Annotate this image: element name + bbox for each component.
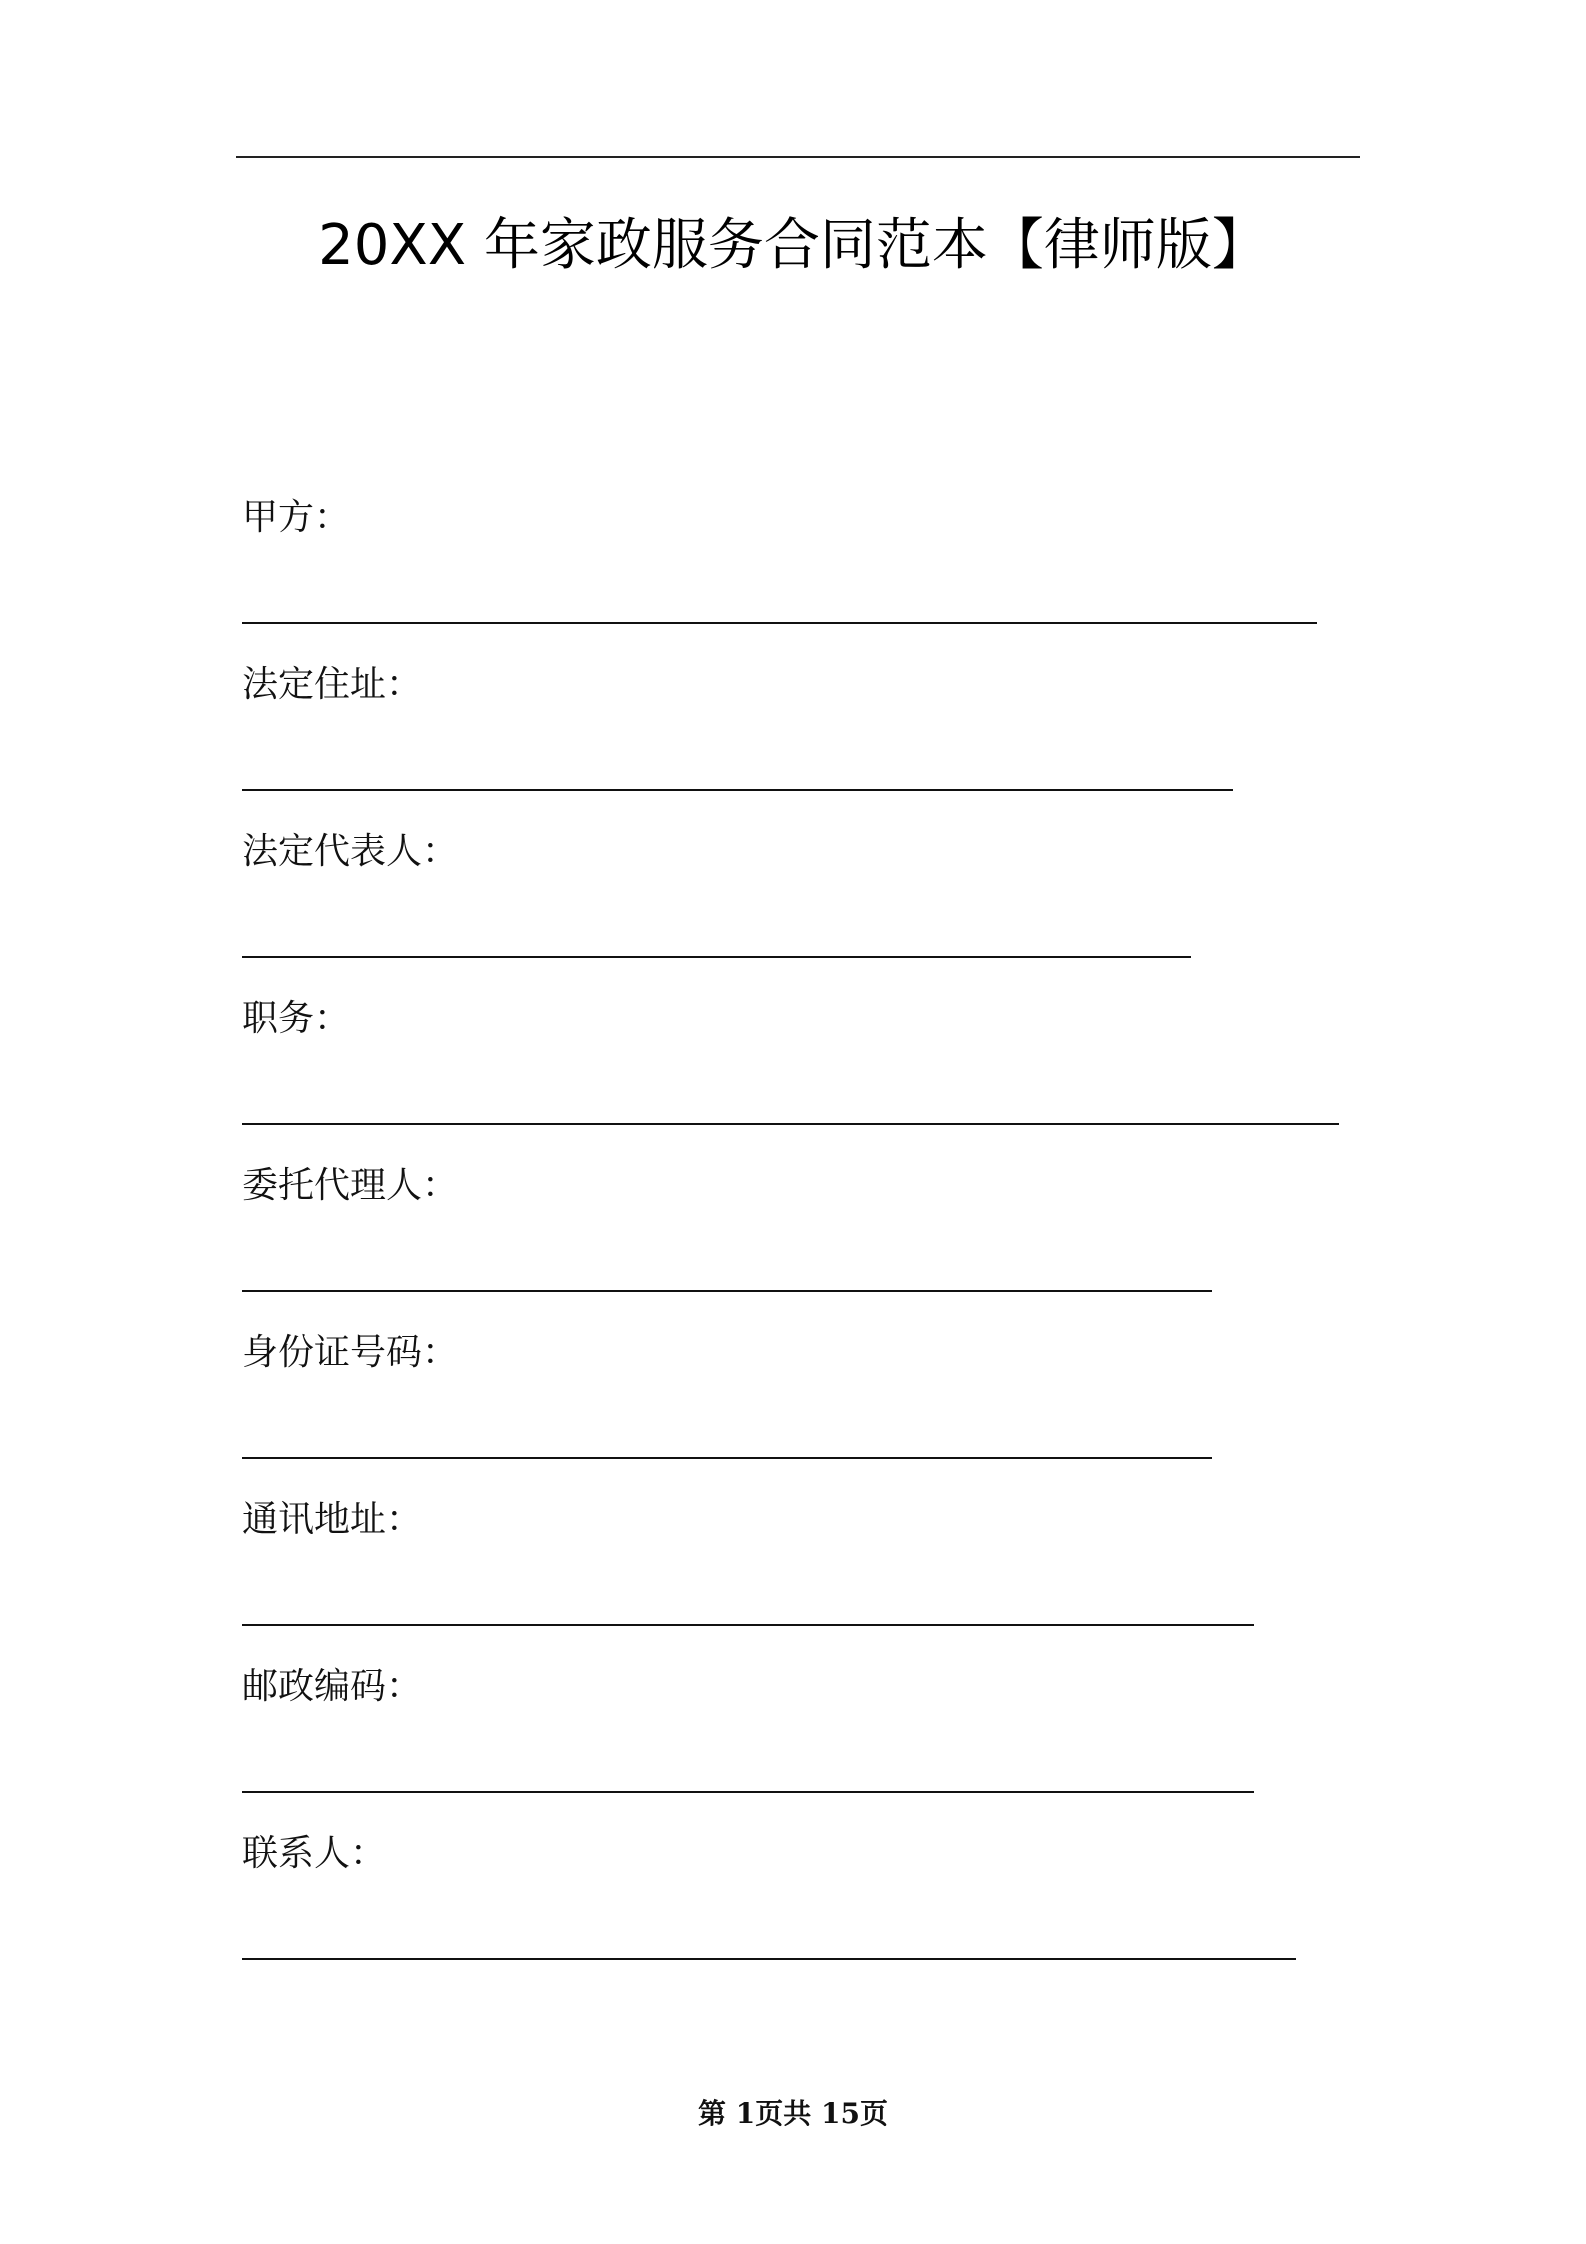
- blank-line-contact-person: [242, 1958, 1296, 1960]
- field-label-party-a: 甲方：: [242, 497, 351, 538]
- page-number-footer: 第 1页共 15页: [698, 2097, 888, 2130]
- field-legal-representative: [242, 804, 1362, 971]
- party-a-fields: [242, 470, 1362, 1973]
- field-party-a: [242, 470, 1362, 637]
- blank-line-legal-representative: [242, 956, 1191, 958]
- field-legal-address: [242, 637, 1362, 804]
- field-position: [242, 971, 1362, 1138]
- blank-line-party-a: [242, 622, 1317, 624]
- field-label-legal-address: 法定住址：: [242, 664, 423, 705]
- field-label-contact-person: 联系人：: [242, 1833, 387, 1874]
- blank-line-postal-code: [242, 1791, 1254, 1793]
- field-authorized-agent: [242, 1138, 1362, 1305]
- field-label-mailing-address: 通讯地址：: [242, 1499, 423, 1540]
- field-label-authorized-agent: 委托代理人：: [242, 1165, 459, 1206]
- field-label-legal-representative: 法定代表人：: [242, 831, 459, 872]
- blank-line-position: [242, 1123, 1339, 1125]
- header-rule: [236, 156, 1360, 158]
- blank-line-id-number: [242, 1457, 1212, 1459]
- field-id-number: [242, 1305, 1362, 1472]
- blank-line-legal-address: [242, 789, 1233, 791]
- field-contact-person: [242, 1806, 1362, 1973]
- document-title: 20XX 年家政服务合同范本【律师版】: [318, 213, 1268, 278]
- field-postal-code: [242, 1639, 1362, 1806]
- blank-line-mailing-address: [242, 1624, 1254, 1626]
- field-label-postal-code: 邮政编码：: [242, 1666, 423, 1707]
- field-label-position: 职务：: [242, 998, 351, 1039]
- blank-line-authorized-agent: [242, 1290, 1212, 1292]
- field-label-id-number: 身份证号码：: [242, 1332, 459, 1373]
- field-mailing-address: [242, 1472, 1362, 1639]
